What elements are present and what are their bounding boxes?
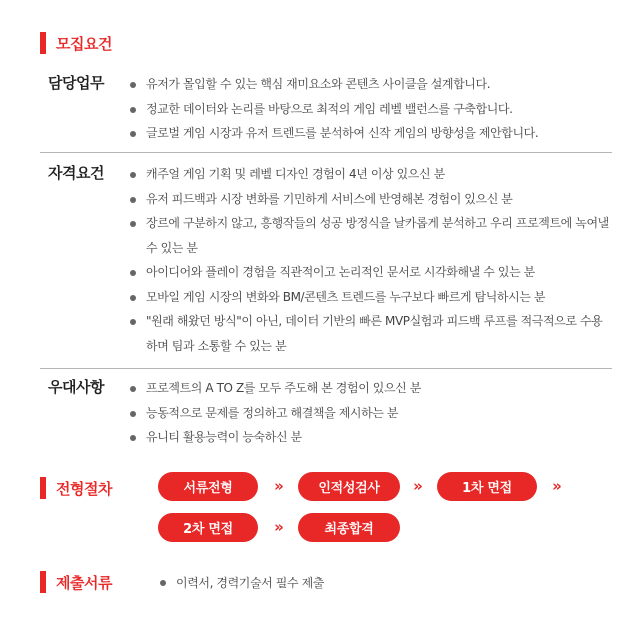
preferred-group bbox=[40, 376, 612, 452]
duties-list bbox=[128, 72, 612, 146]
chevron-double-right-icon: » bbox=[552, 477, 562, 495]
list-item: "원래 해왔던 방식"이 아닌, 데이터 기반의 빠른 MVP실험과 피드백 루프를 적극적으로 수용하며 팀과 소통할 수 있는 분 bbox=[128, 309, 612, 358]
section-accent-bar bbox=[40, 477, 46, 499]
section-accent-bar bbox=[40, 32, 46, 54]
list-item: 캐주얼 게임 기획 및 레벨 디자인 경험이 4년 이상 있으신 분 bbox=[128, 162, 612, 187]
section-title-submit: 제출서류 bbox=[56, 573, 112, 592]
qualifications-group bbox=[40, 162, 612, 362]
section-title-process: 전형절차 bbox=[56, 479, 112, 498]
chevron-double-right-icon: » bbox=[413, 477, 423, 495]
preferred-label: 우대사항 bbox=[48, 378, 104, 396]
section-title-recruit: 모집요건 bbox=[56, 34, 112, 53]
preferred-list bbox=[128, 376, 612, 450]
list-item: 정교한 데이터와 논리를 바탕으로 최적의 게임 레벨 밸런스를 구축합니다. bbox=[128, 97, 612, 122]
list-item: 유니티 활용능력이 능숙하신 분 bbox=[128, 425, 612, 450]
section-header-submit bbox=[40, 571, 112, 593]
step-pill: 1차 면접 bbox=[437, 472, 537, 501]
list-item: 이력서, 경력기술서 필수 제출 bbox=[158, 571, 324, 596]
section-header-recruit bbox=[40, 32, 112, 54]
qualifications-label: 자격요건 bbox=[48, 164, 104, 182]
divider bbox=[40, 152, 612, 153]
list-item: 능동적으로 문제를 정의하고 해결책을 제시하는 분 bbox=[128, 401, 612, 426]
list-item: 글로벌 게임 시장과 유저 트렌드를 분석하여 신작 게임의 방향성을 제안합니다. bbox=[128, 121, 612, 146]
step-pill: 인적성검사 bbox=[298, 472, 400, 501]
duties-label: 담당업무 bbox=[48, 74, 104, 92]
list-item: 모바일 게임 시장의 변화와 BM/콘텐츠 트렌드를 누구보다 빠르게 탐닉하시는 분 bbox=[128, 285, 612, 310]
duties-group bbox=[40, 72, 612, 148]
list-item: 유저가 몰입할 수 있는 핵심 재미요소와 콘텐츠 사이클을 설계합니다. bbox=[128, 72, 612, 97]
step-pill: 2차 면접 bbox=[158, 513, 258, 542]
step-pill: 서류전형 bbox=[158, 472, 258, 501]
submit-list bbox=[158, 571, 324, 596]
list-item: 유저 피드백과 시장 변화를 기민하게 서비스에 반영해본 경험이 있으신 분 bbox=[128, 187, 612, 212]
list-item: 아이디어와 플레이 경험을 직관적이고 논리적인 문서로 시각화해낼 수 있는 분 bbox=[128, 260, 612, 285]
chevron-double-right-icon: » bbox=[274, 477, 284, 495]
list-item: 프로젝트의 A TO Z를 모두 주도해 본 경험이 있으신 분 bbox=[128, 376, 612, 401]
step-pill: 최종합격 bbox=[298, 513, 400, 542]
section-accent-bar bbox=[40, 571, 46, 593]
chevron-double-right-icon: » bbox=[274, 518, 284, 536]
section-header-process bbox=[40, 477, 112, 499]
list-item: 장르에 구분하지 않고, 흥행작들의 성공 방정식을 날카롭게 분석하고 우리 프로젝트에 녹여낼 수 있는 분 bbox=[128, 211, 612, 260]
divider bbox=[40, 368, 612, 369]
qualifications-list bbox=[128, 162, 612, 358]
